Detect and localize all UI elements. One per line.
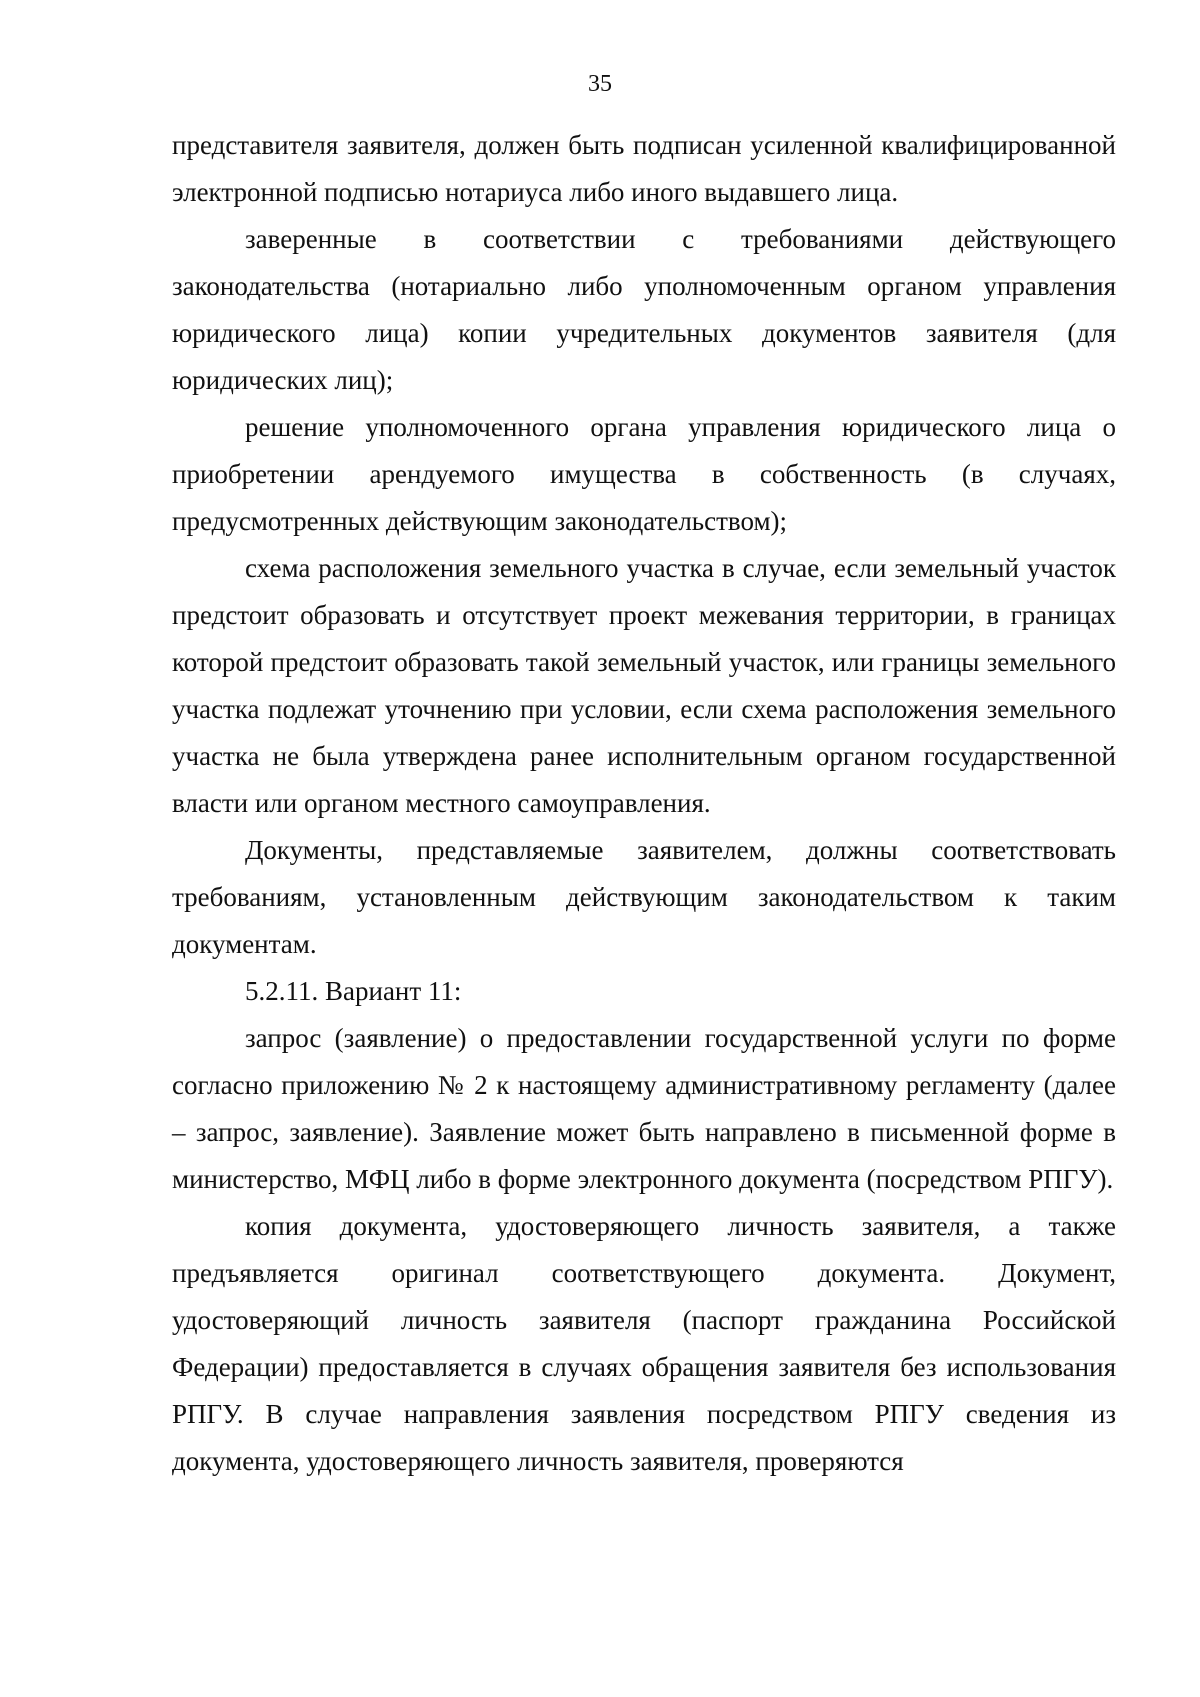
paragraph-identity-document: копия документа, удостоверяющего личность заявителя, а также предъявляется оригинал соответствующего документа. Документ, удостоверяющий личность заявителя (паспорт гражданина Российской Федерации) предоставляется в случаях обращения заявителя без использования РПГУ. В случае направления заявления посредством РПГУ сведения из документа, удостоверяющего личность заявителя, проверяются xyxy=(172,1211,1116,1476)
paragraph-land-scheme: схема расположения земельного участка в случае, если земельный участок предстоит образовать и отсутствует проект межевания территории, в границах которой предстоит образовать такой земельный участок, или границы земельного участка подлежат уточнению при условии, если схема расположения земельного участка не была утверждена ранее исполнительным органом государственной власти или органом местного самоуправления. xyxy=(172,553,1116,818)
page-number: 35 xyxy=(588,71,612,97)
document-body xyxy=(172,122,1116,1485)
paragraph-decision: решение уполномоченного органа управления юридического лица о приобретении арендуемого имущества в собственность (в случаях, предусмотренных действующим законодательством); xyxy=(172,412,1116,536)
paragraph-request: запрос (заявление) о предоставлении государственной услуги по форме согласно приложению № 2 к настоящему административному регламенту (далее – запрос, заявление). Заявление может быть направлено в письменной форме в министерство, МФЦ либо в форме электронного документа (посредством РПГУ). xyxy=(172,1023,1116,1194)
section-heading-variant-11: 5.2.11. Вариант 11: xyxy=(245,976,462,1006)
paragraph-certified-copies: заверенные в соответствии с требованиями действующего законодательства (нотариально либо уполномоченным органом управления юридического лица) копии учредительных документов заявителя (для юридических лиц); xyxy=(172,224,1116,395)
paragraph-continuation: представителя заявителя, должен быть подписан усиленной квалифицированной электронной подписью нотариуса либо иного выдавшего лица. xyxy=(172,130,1116,207)
paragraph-documents-requirements: Документы, представляемые заявителем, должны соответствовать требованиям, установленным действующим законодательством к таким документам. xyxy=(172,835,1116,959)
